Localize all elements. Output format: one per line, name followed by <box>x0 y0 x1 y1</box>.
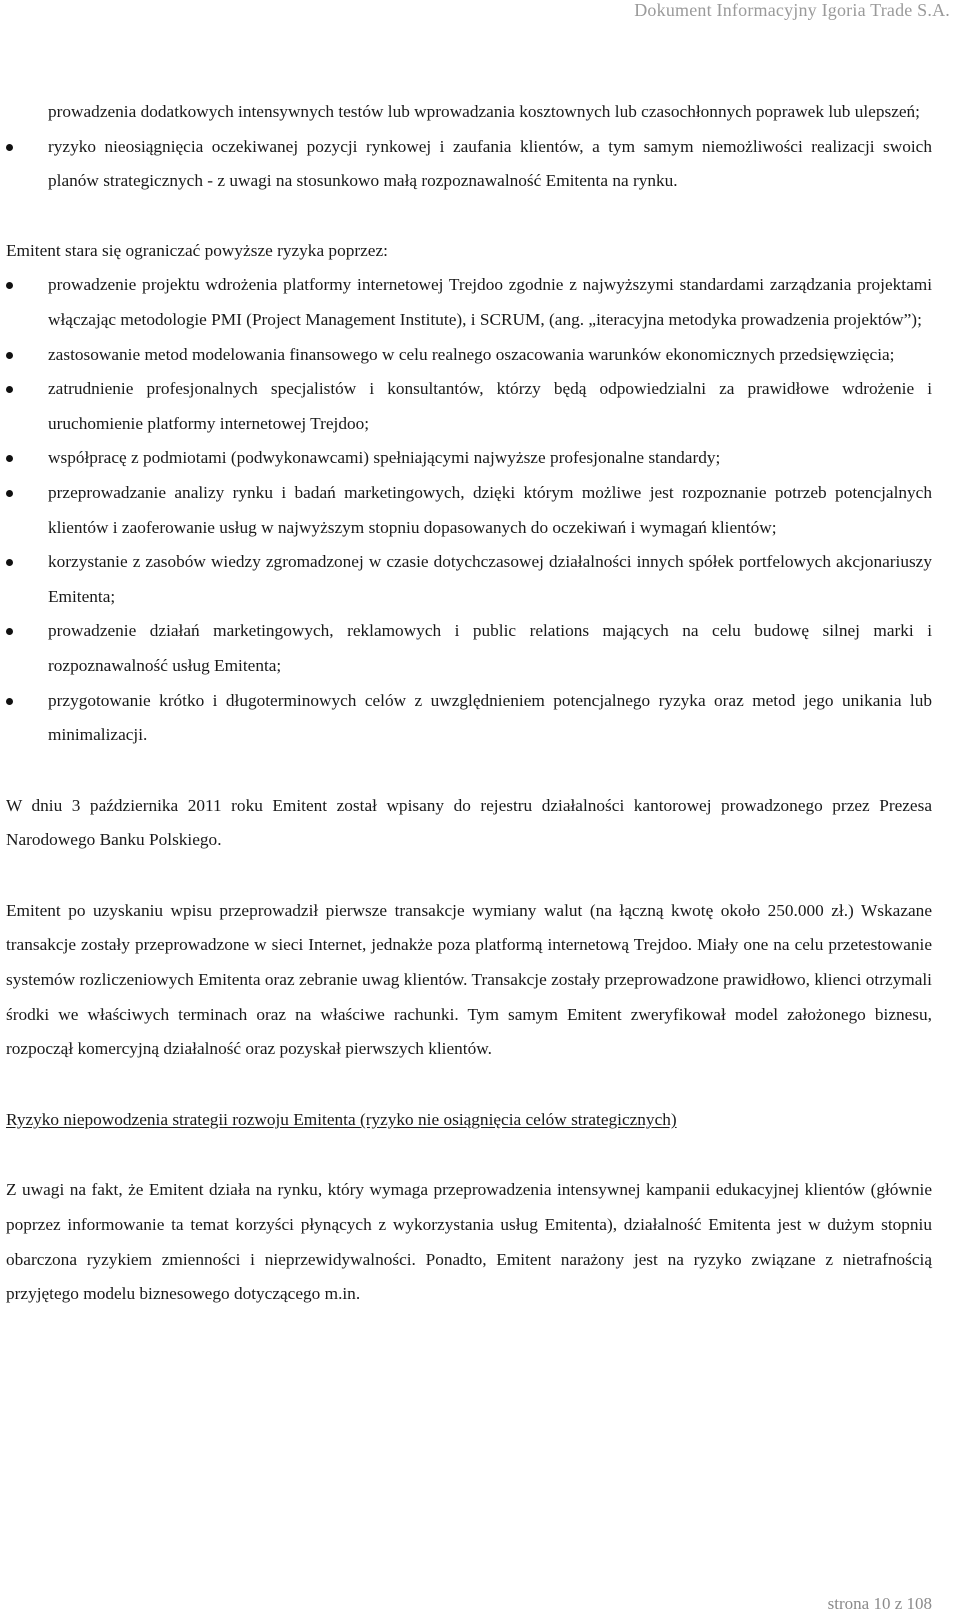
bullet-icon <box>6 455 13 462</box>
bullet-icon <box>6 698 13 705</box>
document-body <box>6 95 932 1312</box>
list-item <box>6 372 932 441</box>
page-number: strona 10 z 108 <box>827 1594 932 1613</box>
list-item <box>6 476 932 545</box>
strategy-risk-paragraph: Z uwagi na fakt, że Emitent działa na rynku, który wymaga przeprowadzenia intensywnej kampanii edukacyjnej klientów (głównie poprzez informowanie ta temat korzyści płynących z wykorzystania usług Emitenta), działalność Emitenta jest w dużym stopniu obarczona ryzykiem zmienności i nieprzewidywalności. Ponadto, Emitent narażony jest na ryzyko związane z nietrafnością przyjętego modelu biznesowego dotyczącego m.in. <box>6 1180 932 1304</box>
list-item-text: zatrudnienie profesjonalnych specjalistów i konsultantów, którzy będą odpowiedzialni za prawidłowe wdrożenie i uruchomienie platformy internetowej Trejdoo; <box>48 379 932 433</box>
list-item-text: zastosowanie metod modelowania finansowego w celu realnego oszacowania warunków ekonomicznych przedsięwzięcia; <box>48 344 895 364</box>
list-item-text: korzystanie z zasobów wiedzy zgromadzonej w czasie dotychczasowej działalności innych spółek portfelowych akcjonariuszy Emitenta; <box>48 552 932 606</box>
bullet-icon <box>6 559 13 566</box>
list-item-text: przygotowanie krótko i długoterminowych celów z uwzględnieniem potencjalnego ryzyka oraz metod jego unikania lub minimalizacji. <box>48 690 932 745</box>
transactions-paragraph: Emitent po uzyskaniu wpisu przeprowadził pierwsze transakcje wymiany walut (na łączną kwotę około 250.000 zł.) Wskazane transakcje zostały przeprowadzone w sieci Internet, jednakże poza platformą internetową Trejdoo. Miały one na celu przetestowanie systemów rozliczeniowych Emitenta oraz zebranie uwag klientów. Transakcje zostały przeprowadzone prawidłowo, klienci otrzymali środki we właściwych terminach oraz na właściwe rachunki. Tym samym Emitent zweryfikował model założonego biznesu, rozpoczął komercyjną działalność oraz pozyskał pierwszych klientów. <box>6 900 932 1059</box>
list-item-text: ryzyko nieosiągnięcia oczekiwanej pozycji rynkowej i zaufania klientów, a tym samym niemożliwości realizacji swoich planów strategicznych - z uwagi na stosunkowo małą rozpoznawalność Emitenta na rynku. <box>48 136 932 191</box>
bullet-icon <box>6 628 13 635</box>
list-item <box>6 441 932 476</box>
list-item <box>6 130 932 199</box>
list-item <box>6 338 932 373</box>
mitigation-intro: Emitent stara się ograniczać powyższe ryzyka poprzez: <box>6 240 388 260</box>
list-item <box>6 614 932 683</box>
list-item-continued: prowadzenia dodatkowych intensywnych testów lub wprowadzania kosztownych lub czasochłonnych poprawek lub ulepszeń; <box>48 102 920 121</box>
section-heading: Ryzyko niepowodzenia strategii rozwoju Emitenta (ryzyko nie osiągnięcia celów strategicznych) <box>6 1109 677 1129</box>
list-item <box>6 268 932 337</box>
list-item <box>6 684 932 753</box>
bullet-icon <box>6 282 13 289</box>
bullet-icon <box>6 490 13 497</box>
risk-list <box>6 130 932 199</box>
list-item-text: przeprowadzanie analizy rynku i badań marketingowych, dzięki którym możliwe jest rozpoznanie potrzeb potencjalnych klientów i zaoferowanie usług w najwyższym stopniu dopasowanych do oczekiwań i wymagań klientów; <box>48 482 932 537</box>
list-item-text: prowadzenie działań marketingowych, reklamowych i public relations mających na celu budowę silnej marki i rozpoznawalność usług Emitenta; <box>48 621 932 675</box>
bullet-icon <box>6 386 13 393</box>
list-item-text: współpracę z podmiotami (podwykonawcami) spełniającymi najwyższe profesjonalne standardy; <box>48 448 721 468</box>
list-item <box>6 545 932 614</box>
registration-paragraph: W dniu 3 października 2011 roku Emitent został wpisany do rejestru działalności kantorowej prowadzonego przez Prezesa Narodowego Banku Polskiego. <box>6 795 932 850</box>
mitigation-list <box>6 268 932 752</box>
bullet-icon <box>6 352 13 359</box>
document-header-title: Dokument Informacyjny Igoria Trade S.A. <box>634 0 950 20</box>
bullet-icon <box>6 144 13 151</box>
list-item-text: prowadzenie projektu wdrożenia platformy internetowej Trejdoo zgodnie z najwyższymi standardami zarządzania projektami włączając metodologie PMI (Project Management Institute), i SCRUM, (ang. „iteracyjna metodyka prowadzenia projektów”); <box>48 275 932 329</box>
